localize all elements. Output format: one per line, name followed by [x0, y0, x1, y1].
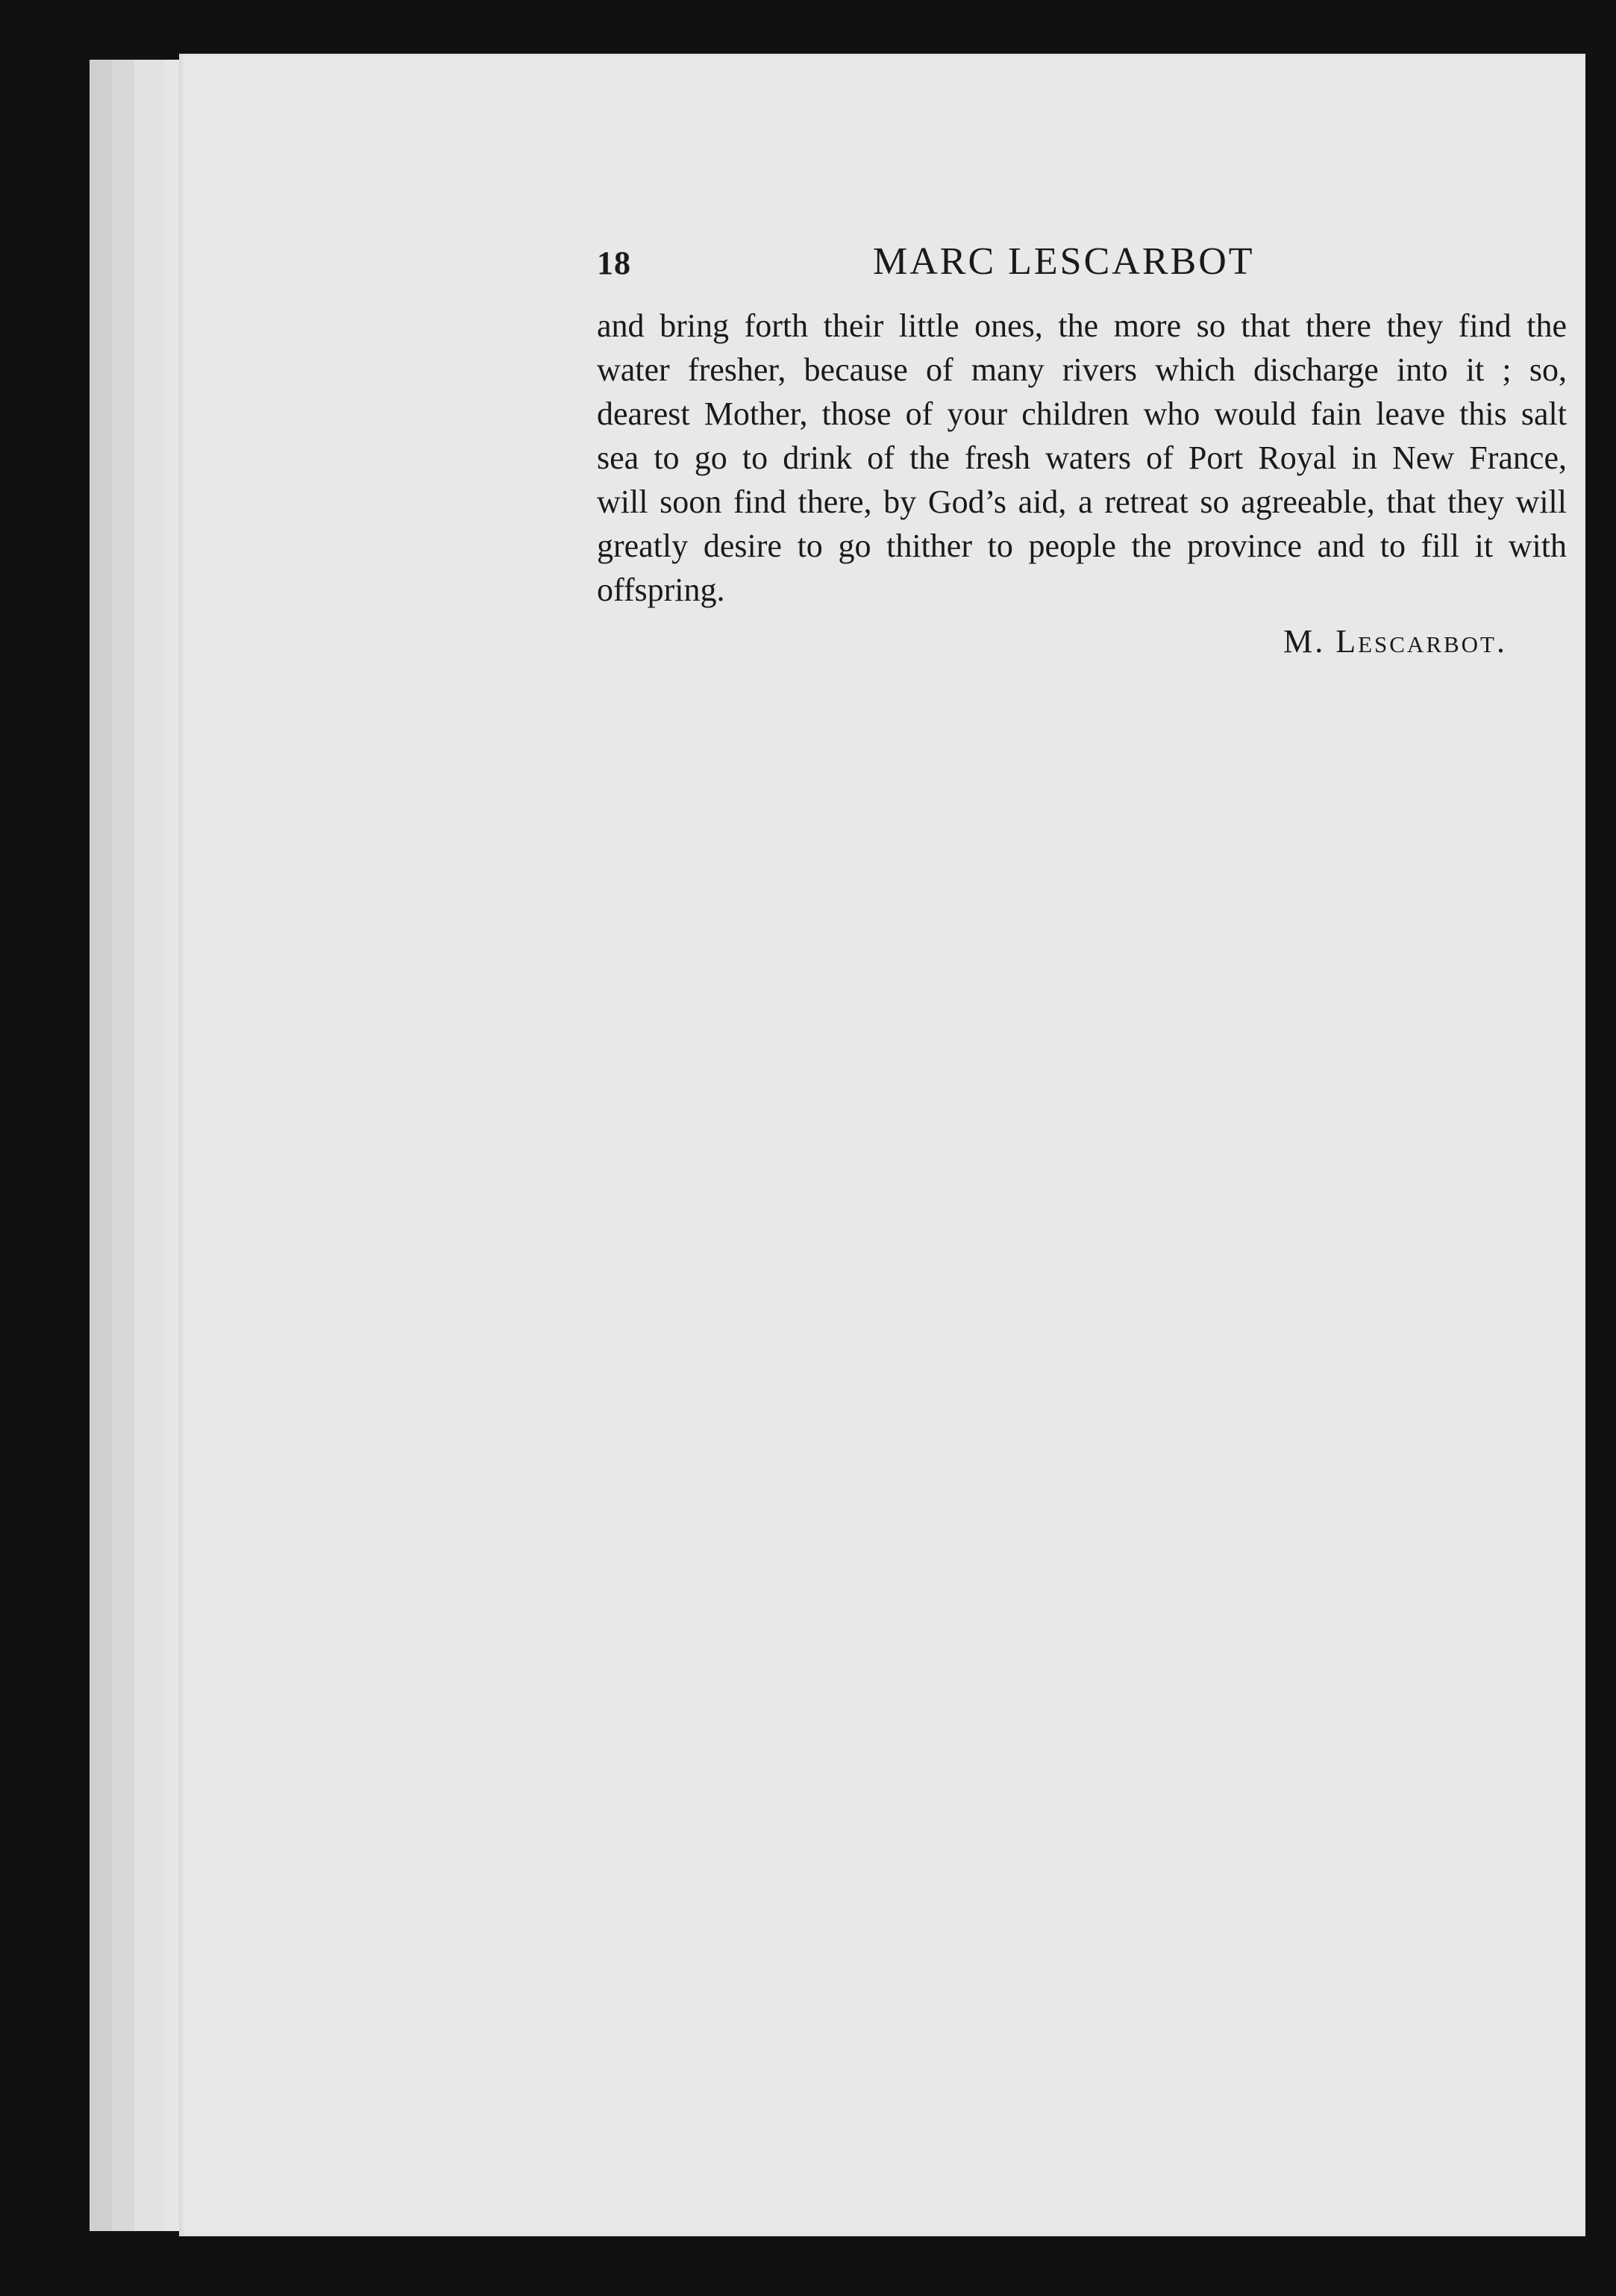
book-page — [179, 54, 1585, 2236]
text-block — [597, 240, 1567, 660]
running-head — [597, 240, 1567, 304]
body-paragraph: and bring forth their little ones, the more so that there they find the water fresher, because of many rivers which discharge into it ; so, dearest Mother, those of your children who would fain leave this salt sea to go to drink of the fresh waters of Port Royal in New France, will soon find there, by God’s aid, a retreat so agreeable, that they will greatly desire to go thither to people the province and to fill it with offspring. — [597, 307, 1567, 608]
page-edge — [134, 60, 164, 2231]
page-edge — [90, 60, 112, 2231]
running-title: MARC LESCARBOT — [873, 240, 1255, 283]
signature: M. Lescarbot. — [1283, 623, 1507, 660]
page-edge — [112, 60, 134, 2231]
page-number: 18 — [597, 245, 631, 281]
